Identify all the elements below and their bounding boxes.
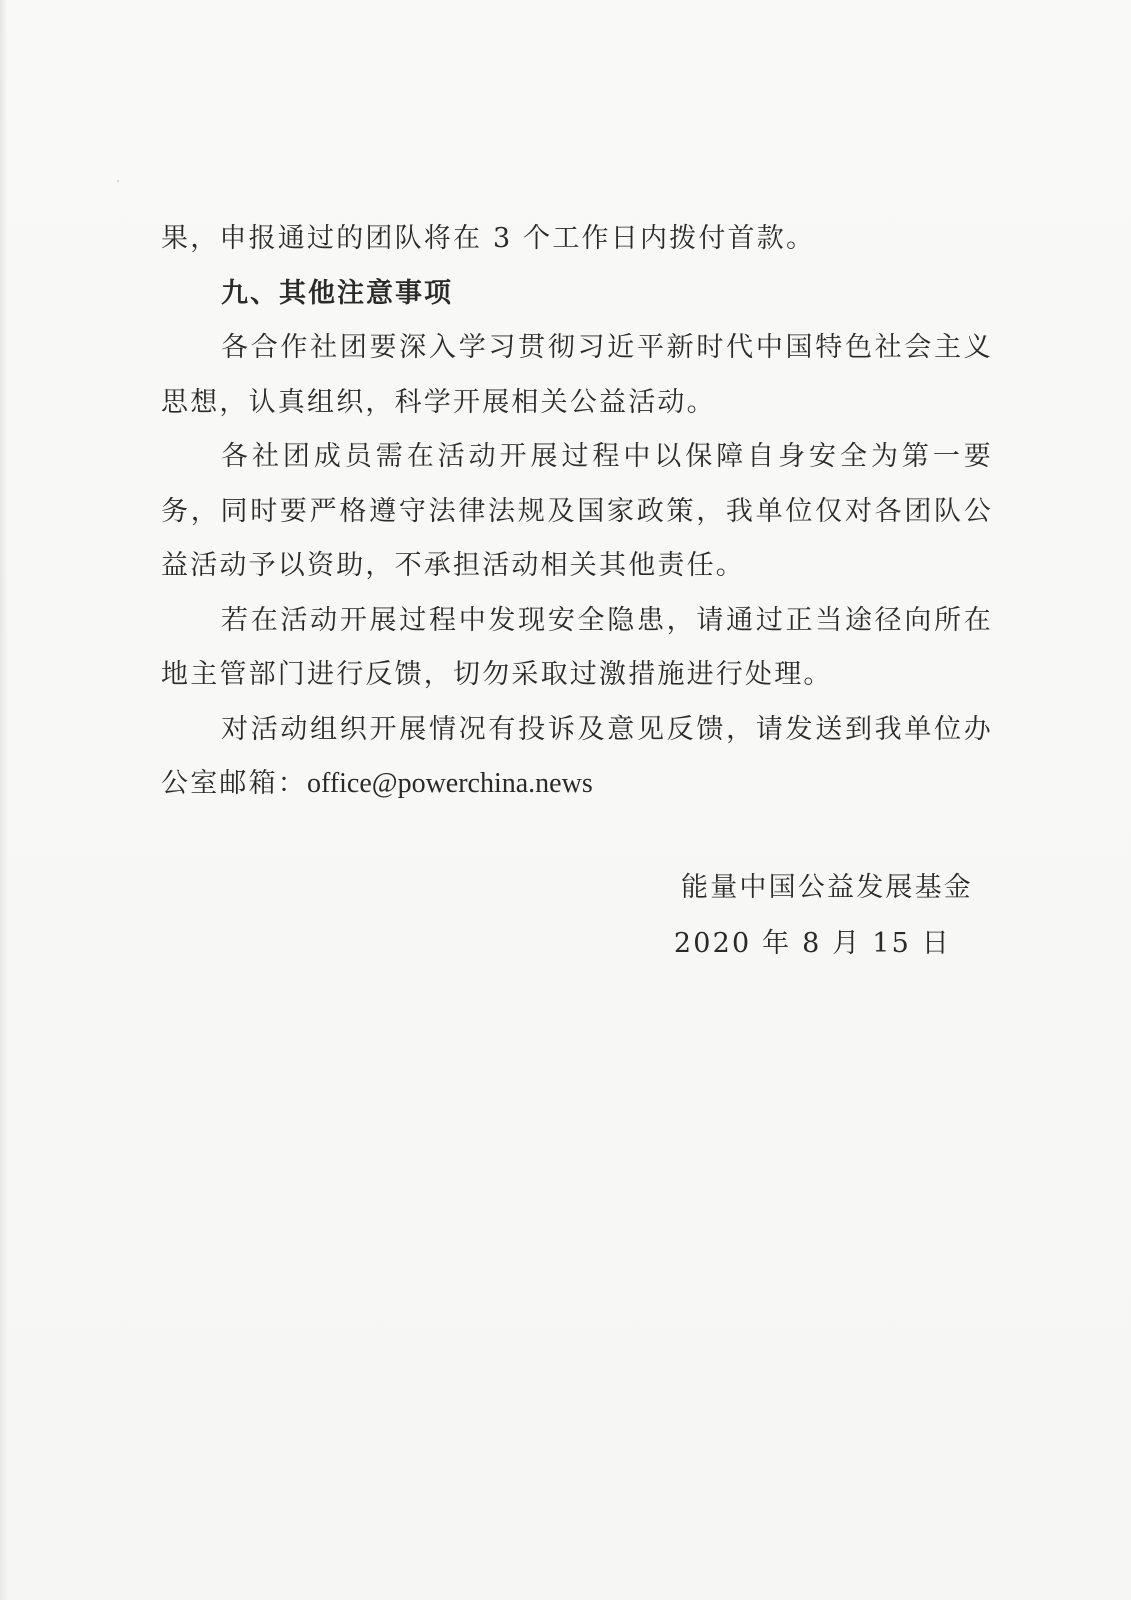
scan-edge-shadow: [0, 0, 8, 1600]
section-heading: 九、其他注意事项: [221, 277, 453, 309]
paragraph-safety: 各社团成员需在活动开展过程中以保障自身安全为第一要务，同时要严格遵守法律法规及国家政策，我单位仅对各团队公益活动予以资助，不承担活动相关其他责任。: [161, 441, 993, 581]
paragraph-hazard: 若在活动开展过程中发现安全隐患，请通过正当途径向所在地主管部门进行反馈，切勿采取过激措施进行处理。: [161, 604, 993, 690]
signature-block: [674, 860, 973, 972]
contact-email: office@powerchina.news: [307, 768, 593, 799]
continuation-paragraph: 果，申报通过的团队将在 3 个工作日内拨付首款。: [161, 223, 816, 254]
paragraph-contact: [161, 703, 993, 812]
signature-date: 2020 年 8 月 15 日: [673, 928, 951, 959]
contact-text: 对活动组织开展情况有投诉及意见反馈，请发送到我单位办公室邮箱：: [161, 713, 993, 799]
scan-speck: [117, 180, 119, 182]
document-body: [161, 212, 993, 812]
signature-organization: 能量中国公益发展基金: [681, 872, 973, 903]
paragraph-study: 各合作社团要深入学习贯彻习近平新时代中国特色社会主义思想，认真组织，科学开展相关公益活动。: [161, 332, 993, 418]
